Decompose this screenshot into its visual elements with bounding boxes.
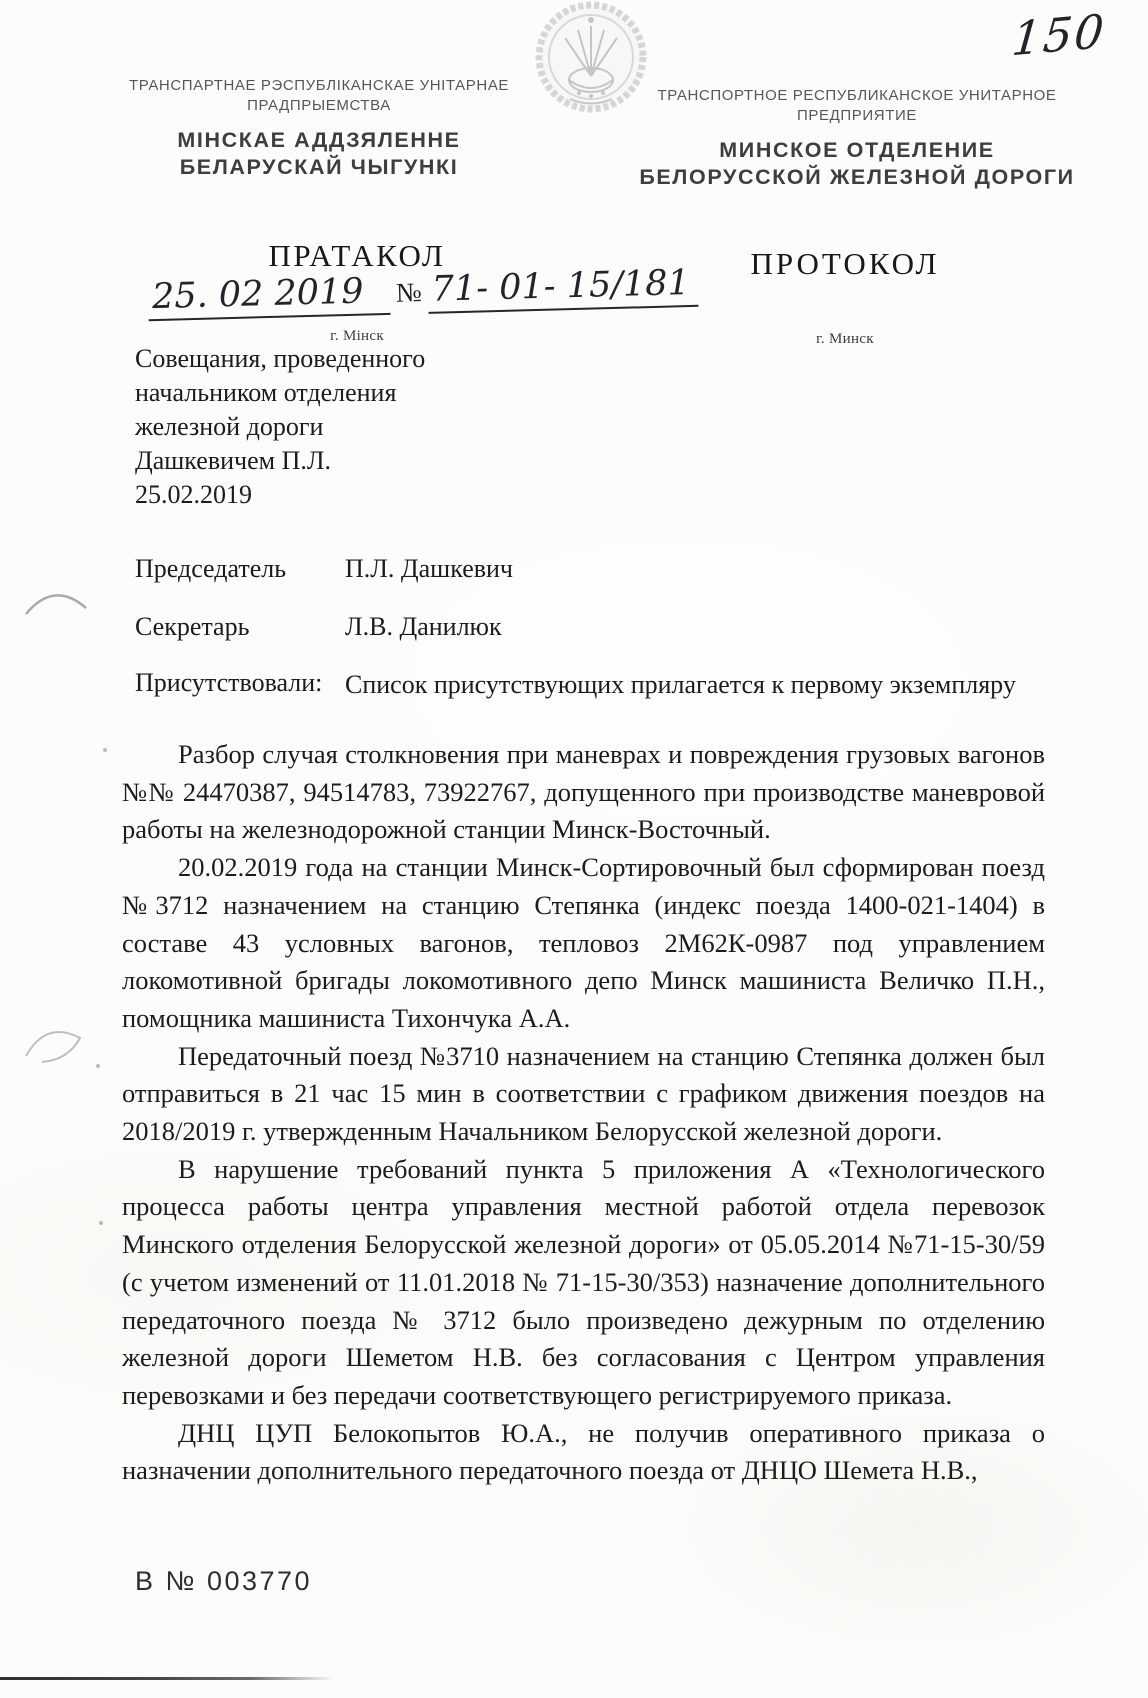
meeting-line: Дашкевичем П.Л. xyxy=(135,446,331,475)
paragraph-train-formation: 20.02.2019 года на станции Минск-Сортировочный был сформирован поезд №3712 назначением на станцию Степянка (индекс поезда 1400-021-1404) в составе 43 условных вагонов, тепловоз 2М62К-0987 под управлением локомотивной бригады локомотивного депо Минск машиниста Величко П.Н., помощника машиниста Тихончука А.А. xyxy=(122,852,1045,1033)
handwritten-protocol-number: 71- 01- 15/181 xyxy=(427,263,698,314)
paragraph-violation: В нарушение требований пункта 5 приложения А «Технологического процесса работы центра управления местной работой отдела перевозок Минского отделения Белорусской железной дороги» от 05.05.2014 №71-15-30/59 (с учетом изменений от 11.01.2018 № 71-15-30/353) назначение дополнительного передаточного поезда № 3712 было произведено дежурным по отделению железной дороги Шеметом Н.В. без согласования с Центром управления перевозками и без передачи соответствующего регистрируемого приказа. xyxy=(122,1153,1045,1410)
paragraph-case-summary: Разбор случая столкновения при маневрах и повреждения грузовых вагонов №№ 24470387, 94514783, 73922767, допущенного при производстве маневровой работы на железнодорожной станции Минск-Восточный. xyxy=(122,739,1045,845)
meeting-description xyxy=(135,342,565,512)
secretary-name: Л.В. Данилюк xyxy=(345,612,502,641)
paragraph-dispatcher: ДНЦ ЦУП Белокопытов Ю.А., не получив оперативного приказа о назначении дополнительного передаточного поезда от ДНЦО Шемета Н.В., xyxy=(122,1417,1045,1486)
city-label-belarusian: г. Мінск xyxy=(330,328,384,344)
handwritten-page-number: 150 xyxy=(1009,3,1109,67)
org-type-line1-be: ТРАНСПАРТНАЕ РЭСПУБЛІКАНСКАЕ УНІТАРНАЕ xyxy=(128,77,510,94)
protocol-body xyxy=(122,736,1045,1490)
org-type-line1-ru: ТРАНСПОРТНОЕ РЕСПУБЛИКАНСКОЕ УНИТАРНОЕ xyxy=(657,87,1057,104)
meeting-line: начальником отделения xyxy=(135,378,397,407)
attendees-label: Присутствовали: xyxy=(135,668,323,697)
handwritten-date: 25. 02 2019 xyxy=(148,271,391,321)
meeting-date: 25.02.2019 xyxy=(135,480,252,509)
org-name-line2-ru: БЕЛОРУССКОЙ ЖЕЛЕЗНОЙ ДОРОГИ xyxy=(639,165,1075,189)
city-label-russian: г. Минск xyxy=(816,331,874,347)
form-number: В № 003770 xyxy=(135,1566,313,1596)
scan-edge-line xyxy=(0,1677,335,1680)
org-header-russian xyxy=(628,86,1086,191)
document-title-russian: ПРОТОКОЛ xyxy=(750,246,940,281)
scan-speck xyxy=(103,748,107,752)
document-title-belarusian: ПРАТАКОЛ xyxy=(268,238,446,273)
org-name-line1-be: МІНСКАЕ АДДЗЯЛЕННЕ xyxy=(177,128,461,152)
org-name-line1-ru: МИНСКОЕ ОТДЕЛЕНИЕ xyxy=(719,138,995,162)
scan-speck xyxy=(96,1064,100,1068)
org-header-belarusian xyxy=(98,76,540,181)
chairman-label: Председатель xyxy=(135,554,287,583)
org-type-line2-ru: ПРЕДПРИЯТИЕ xyxy=(797,107,917,124)
paragraph-transfer-train: Передаточный поезд №3710 назначением на станцию Степянка должен был отправиться в 21 час 15 мин в соответствии с графиком движения поездов на 2018/2019 г. утвержденным Начальником Белорусской железной дороги. xyxy=(122,1040,1045,1147)
scan-speck xyxy=(99,1221,103,1225)
org-name-line2-be: БЕЛАРУСКАЙ ЧЫГУНКІ xyxy=(179,155,459,179)
meeting-line: Совещания, проведенного xyxy=(135,344,426,373)
scan-arc-mark xyxy=(18,1012,90,1064)
chairman-name: П.Л. Дашкевич xyxy=(345,554,513,583)
attendees-value: Список присутствующих прилагается к первому экземпляру xyxy=(345,670,1016,699)
number-sign: № xyxy=(395,277,423,308)
meeting-line: железной дороги xyxy=(135,412,324,441)
secretary-label: Секретарь xyxy=(135,612,250,641)
org-type-line2-be: ПРАДПРЫЕМСТВА xyxy=(247,97,391,114)
scan-arc-mark xyxy=(20,578,92,620)
